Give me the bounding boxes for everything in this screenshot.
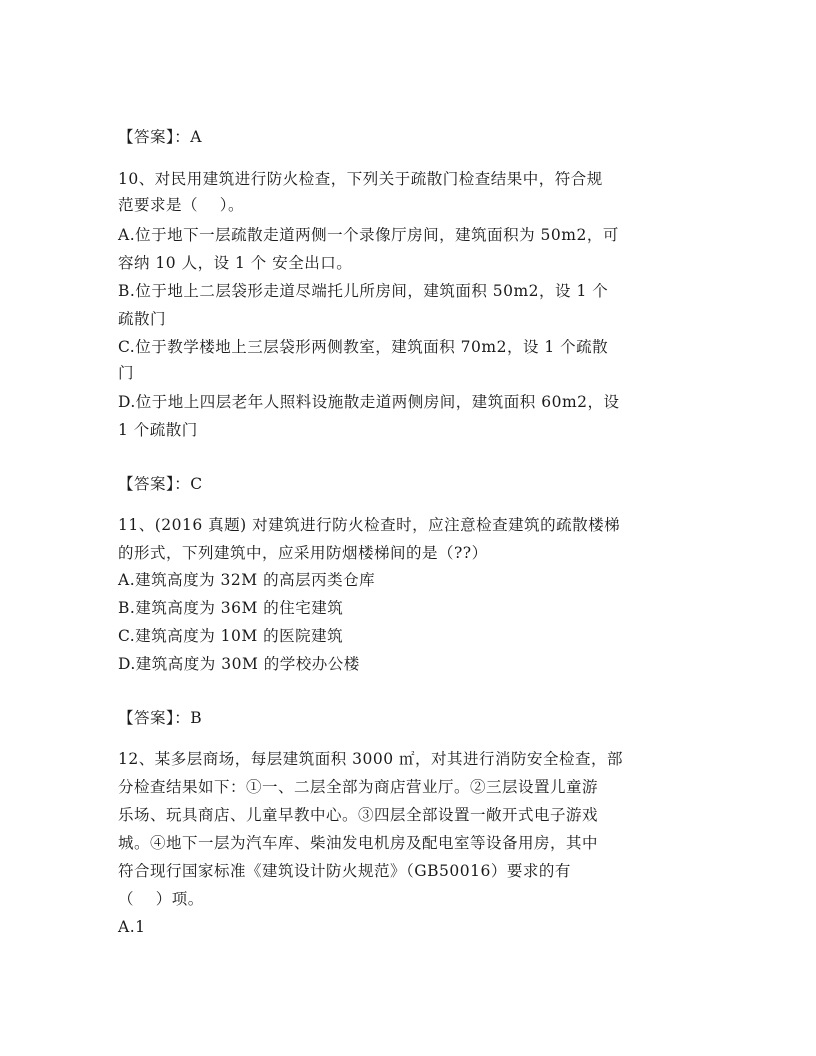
question-10-option-c-line-1: C.位于教学楼地上三层袋形两侧教室，建筑面积 70m2，设 1 个疏散: [118, 338, 609, 356]
question-11-stem-line-2: 的形式，下列建筑中，应采用防烟楼梯间的是（??）: [118, 544, 488, 562]
question-11-option-a: A.建筑高度为 32M 的高层丙类仓库: [118, 571, 376, 589]
question-10-option-b-line-2: 疏散门: [118, 310, 167, 328]
question-12-option-a: A.1: [118, 918, 146, 936]
question-12-stem-line-4: 城。④地下一层为汽车库、柴油发电机房及配电室等设备用房，其中: [118, 834, 599, 852]
question-11-option-d: D.建筑高度为 30M 的学校办公楼: [118, 655, 360, 673]
question-11-stem-line-1: 11、(2016 真题) 对建筑进行防火检查时，应注意检查建筑的疏散楼梯: [118, 516, 621, 534]
question-11-option-c: C.建筑高度为 10M 的医院建筑: [118, 627, 344, 645]
answer-11: 【答案】：B: [118, 709, 203, 727]
question-12-stem-line-6: （ ）项。: [118, 890, 204, 908]
question-10-option-c-line-2: 门: [118, 364, 135, 382]
question-10-option-a-line-2: 容纳 10 人，设 1 个 安全出口。: [118, 254, 353, 272]
question-10-stem-line-1: 10、对民用建筑进行防火检查，下列关于疏散门检查结果中，符合规: [118, 170, 603, 188]
question-11-option-b: B.建筑高度为 36M 的住宅建筑: [118, 599, 344, 617]
answer-9: 【答案】：A: [118, 128, 202, 146]
question-12-stem-line-3: 乐场、玩具商店、儿童早教中心。③四层全部设置一敞开式电子游戏: [118, 806, 599, 824]
question-12-stem-line-2: 分检查结果如下：①一、二层全部为商店营业厅。②三层设置儿童游: [118, 778, 599, 796]
question-10-stem-line-2: 范要求是（ ）。: [118, 196, 244, 214]
question-10-option-d-line-2: 1 个疏散门: [118, 421, 198, 439]
answer-10: 【答案】：C: [118, 475, 203, 493]
question-12-stem-line-1: 12、某多层商场，每层建筑面积 3000 ㎡，对其进行消防安全检查，部: [118, 750, 624, 768]
question-10-option-a-line-1: A.位于地下一层疏散走道两侧一个录像厅房间，建筑面积为 50m2，可: [118, 226, 619, 244]
question-10-option-d-line-1: D.位于地上四层老年人照料设施散走道两侧房间，建筑面积 60m2，设: [118, 393, 620, 411]
question-12-stem-line-5: 符合现行国家标准《建筑设计防火规范》（GB50016）要求的有: [118, 862, 571, 880]
question-10-option-b-line-1: B.位于地上二层袋形走道尽端托儿所房间，建筑面积 50m2，设 1 个: [118, 282, 609, 300]
